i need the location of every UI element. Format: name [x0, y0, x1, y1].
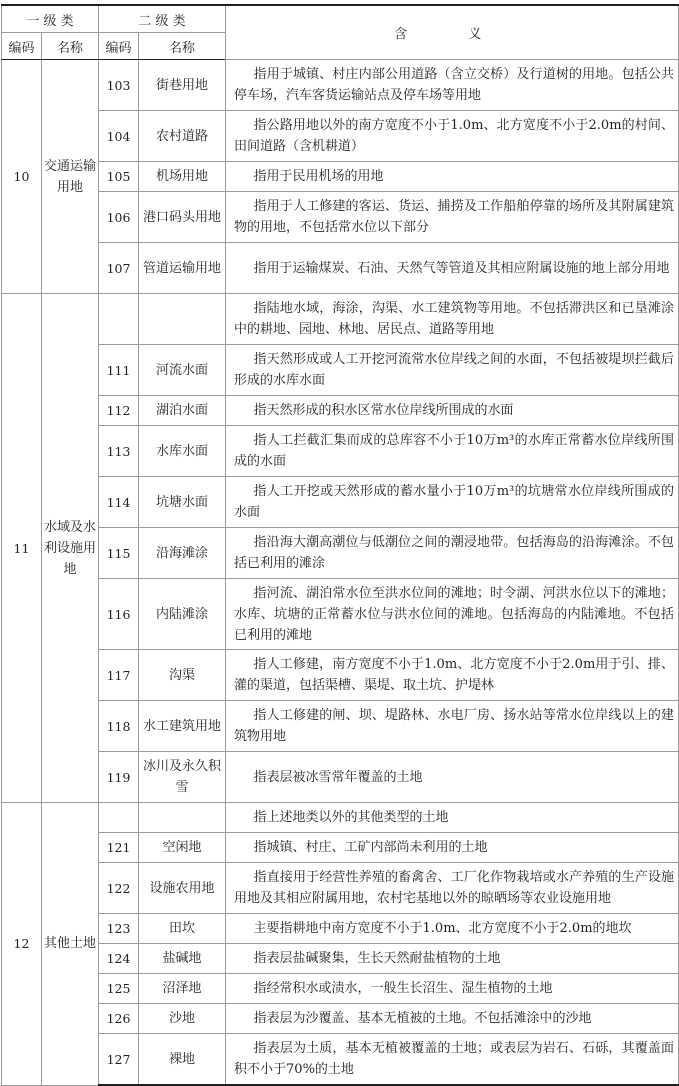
header-level2-name: 名称	[139, 33, 226, 60]
table-row	[2, 162, 679, 192]
level2-name: 田坎	[139, 914, 226, 944]
table-row	[2, 863, 679, 914]
level2-desc: 指人工拦截汇集而成的总库容不小于10万m³的水库正常蓄水位岸线所围成的水面	[226, 426, 679, 477]
level2-name: 沼泽地	[139, 974, 226, 1004]
level2-code: 125	[99, 974, 139, 1004]
level2-code: 119	[99, 752, 139, 803]
level2-desc: 指沿海大潮高潮位与低潮位之间的潮浸地带。包括海岛的沿海滩涂。不包括已利用的滩涂	[226, 528, 679, 579]
level1-name: 交通运输用地	[42, 60, 99, 294]
level2-code: 112	[99, 396, 139, 426]
level2-desc: 指城镇、村庄、工矿内部尚未利用的土地	[226, 833, 679, 863]
level1-intro: 指陆地水域，海涂，沟渠、水工建筑物等用地。不包括滞洪区和已垦滩涂中的耕地、园地、林地、居民点、道路等用地	[226, 294, 679, 345]
level2-desc: 指人工修建，南方宽度不小于1.0m、北方宽度不小于2.0m用于引、排、灌的渠道，包括渠槽、渠堤、取土坑、护堤林	[226, 650, 679, 701]
table-row	[2, 60, 679, 111]
table-row	[2, 111, 679, 162]
level2-code: 104	[99, 111, 139, 162]
level2-code: 124	[99, 944, 139, 974]
header-level2-code: 编码	[99, 33, 139, 60]
level2-desc: 指表层为土质，基本无植被覆盖的土地；或表层为岩石、石砾，其覆盖面积不小于70%的土地	[226, 1034, 679, 1086]
level2-code: 117	[99, 650, 139, 701]
level2-name: 农村道路	[139, 111, 226, 162]
level2-desc: 指表层为沙覆盖、基本无植被的土地。不包括滩涂中的沙地	[226, 1004, 679, 1034]
table-row	[2, 650, 679, 701]
table-row	[2, 752, 679, 803]
level2-name: 设施农用地	[139, 863, 226, 914]
level2-code: 106	[99, 192, 139, 243]
table-row	[2, 803, 679, 833]
level2-name: 街巷用地	[139, 60, 226, 111]
level2-name: 沙地	[139, 1004, 226, 1034]
level2-desc: 指河流、湖泊常水位至洪水位间的滩地；时令湖、河洪水位以下的滩地；水库、坑塘的正常蓄水位与洪水位间的滩地。包括海岛的内陆滩地。不包括已利用的滩地	[226, 579, 679, 650]
level2-code: 127	[99, 1034, 139, 1086]
table-row	[2, 192, 679, 243]
table-row	[2, 396, 679, 426]
table-row	[2, 701, 679, 752]
level2-desc: 指公路用地以外的南方宽度不小于1.0m、北方宽度不小于2.0m的村间、田间道路（含机耕道）	[226, 111, 679, 162]
level2-name: 空闲地	[139, 833, 226, 863]
level2-code: 121	[99, 833, 139, 863]
table-row	[2, 1034, 679, 1086]
table-row	[2, 477, 679, 528]
level2-desc: 指人工开挖或天然形成的蓄水量小于10万m³的坑塘常水位岸线所围成的水面	[226, 477, 679, 528]
level2-code: 122	[99, 863, 139, 914]
level2-desc: 指表层盐碱聚集，生长天然耐盐植物的土地	[226, 944, 679, 974]
level2-desc: 主要指耕地中南方宽度不小于1.0m、北方宽度不小于2.0m的地坎	[226, 914, 679, 944]
level2-name: 河流水面	[139, 345, 226, 396]
level2-code: 118	[99, 701, 139, 752]
header-level2: 二 级 类	[99, 5, 226, 33]
level1-name: 其他土地	[42, 803, 99, 1086]
level2-desc: 指用于运输煤炭、石油、天然气等管道及其相应附属设施的地上部分用地	[226, 243, 679, 294]
header-level1: 一 级 类	[2, 5, 99, 33]
level2-name: 冰川及永久积雪	[139, 752, 226, 803]
level2-desc: 指用于城镇、村庄内部公用道路（含立交桥）及行道树的用地。包括公共停车场，汽车客货运输站点及停车场等用地	[226, 60, 679, 111]
level2-code: 105	[99, 162, 139, 192]
level2-desc: 指直接用于经营性养殖的畜禽舍、工厂化作物栽培或水产养殖的生产设施用地及其相应附属用地，农村宅基地以外的晾晒场等农业设施用地	[226, 863, 679, 914]
table-row	[2, 528, 679, 579]
level2-name: 内陆滩涂	[139, 579, 226, 650]
level2-name: 港口码头用地	[139, 192, 226, 243]
level2-desc: 指天然形成的积水区常水位岸线所围成的水面	[226, 396, 679, 426]
level2-code: 114	[99, 477, 139, 528]
level2-code: 115	[99, 528, 139, 579]
header-meaning: 含 义	[226, 5, 679, 60]
level2-code: 111	[99, 345, 139, 396]
level1-code: 10	[2, 60, 42, 294]
level2-desc: 指经常积水或渍水，一般生长沼生、湿生植物的土地	[226, 974, 679, 1004]
table-row	[2, 974, 679, 1004]
level1-name: 水域及水利设施用地	[42, 294, 99, 803]
table-row	[2, 944, 679, 974]
group-water	[2, 294, 679, 803]
level2-name: 水库水面	[139, 426, 226, 477]
level2-code: 107	[99, 243, 139, 294]
level2-code: 116	[99, 579, 139, 650]
header-level1-name: 名称	[42, 33, 99, 60]
level2-desc: 指表层被冰雪常年覆盖的土地	[226, 752, 679, 803]
table-row	[2, 243, 679, 294]
level2-name: 坑塘水面	[139, 477, 226, 528]
level2-name: 沟渠	[139, 650, 226, 701]
land-classification-table	[1, 4, 679, 1086]
level2-name: 沿海滩涂	[139, 528, 226, 579]
table-row	[2, 294, 679, 345]
table-row	[2, 833, 679, 863]
level2-code: 123	[99, 914, 139, 944]
table-row	[2, 1004, 679, 1034]
level2-name: 裸地	[139, 1034, 226, 1086]
table-row	[2, 914, 679, 944]
level2-name: 湖泊水面	[139, 396, 226, 426]
table-row	[2, 426, 679, 477]
level1-intro: 指上述地类以外的其他类型的土地	[226, 803, 679, 833]
level2-desc: 指天然形成或人工开挖河流常水位岸线之间的水面，不包括被堤坝拦截后形成的水库水面	[226, 345, 679, 396]
level2-name: 机场用地	[139, 162, 226, 192]
level1-code: 12	[2, 803, 42, 1086]
level2-desc: 指用于人工修建的客运、货运、捕捞及工作船舶停靠的场所及其附属建筑物的用地，不包括常水位以下部分	[226, 192, 679, 243]
level2-code: 113	[99, 426, 139, 477]
group-other-land	[2, 803, 679, 1086]
group-transport	[2, 60, 679, 294]
table-row	[2, 579, 679, 650]
header-level1-code: 编码	[2, 33, 42, 60]
level2-name: 水工建筑用地	[139, 701, 226, 752]
level1-code: 11	[2, 294, 42, 803]
level2-code: 103	[99, 60, 139, 111]
level2-name: 管道运输用地	[139, 243, 226, 294]
level2-desc: 指人工修建的闸、坝、堤路林、水电厂房、扬水站等常水位岸线以上的建筑物用地	[226, 701, 679, 752]
table-row	[2, 345, 679, 396]
level2-desc: 指用于民用机场的用地	[226, 162, 679, 192]
level2-code: 126	[99, 1004, 139, 1034]
level2-name: 盐碱地	[139, 944, 226, 974]
